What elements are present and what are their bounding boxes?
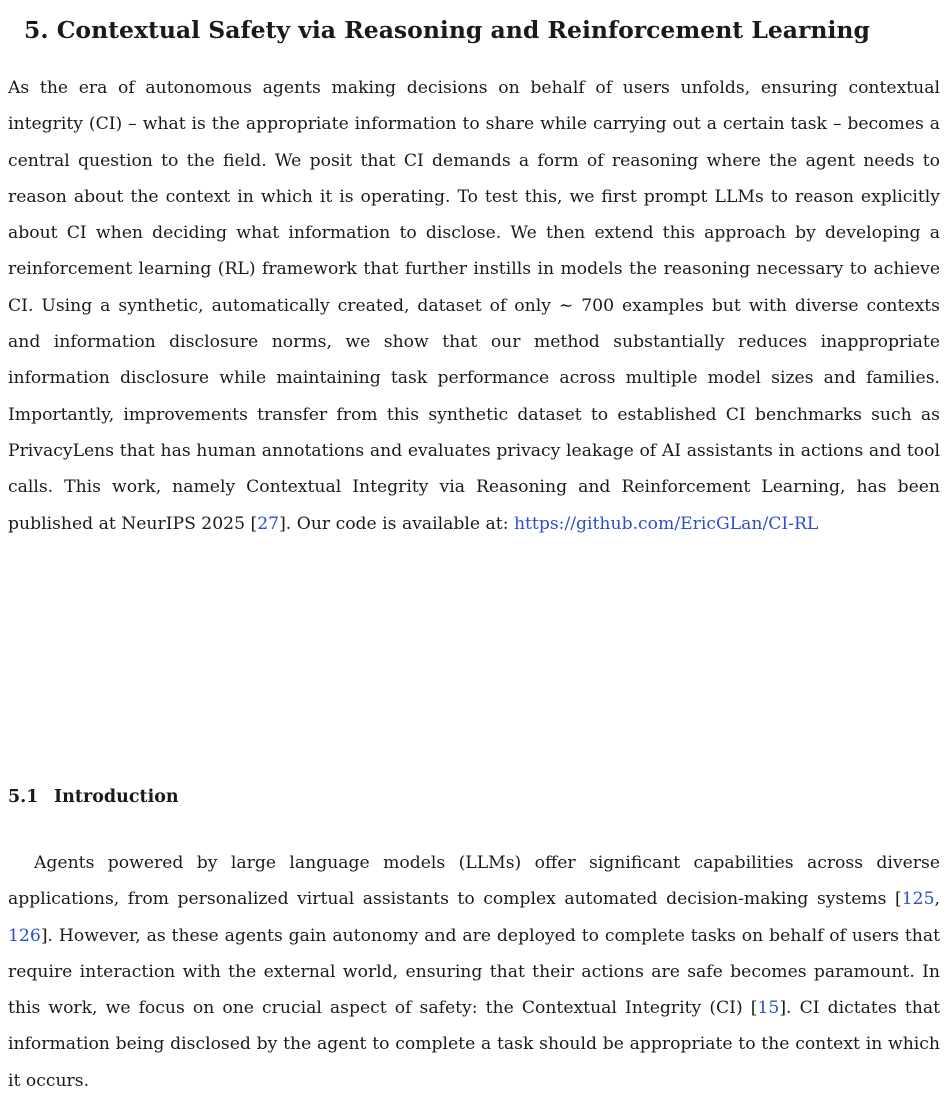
citation-15[interactable]: 15 [757, 998, 780, 1019]
section-text-part1: Agents powered by large language models (LLMs) offer significant capabilities across diverse applications, from personalized virtual assistants to complex automated decision-making systems [ [8, 853, 940, 910]
intro-text-part1: As the era of autonomous agents making decisions on behalf of users unfolds, ensuring contextual integrity (CI) – what is the appropriate information to share while carrying out a certain task – becomes a central question to the field. We posit that CI demands a form of reasoning where the agent needs to reason about the context in which it is operating. To test this, we first prompt LLMs to reason explicitly about CI when deciding what information to disclose. We then extend this approach by developing a reinforcement learning (RL) framework that further instills in models the reasoning necessary to achieve CI. Using a synthetic, automatically created, dataset of only ∼ 700 examples but with diverse contexts and information disclosure norms, we show that our method substantially reduces inappropriate information disclosure while maintaining task performance across multiple model sizes and families. Importantly, improvements transfer from this synthetic dataset to established CI benchmarks such as PrivacyLens that has human annotations and evaluates privacy leakage of AI assistants in actions and tool calls. This work, namely Contextual Integrity via Reasoning and Reinforcement Learning, has been published at NeurIPS 2025 [ [8, 78, 940, 534]
section-heading [8, 787, 179, 807]
section-number: 5.1 [8, 787, 39, 807]
intro-paragraph [8, 70, 940, 542]
section-title: Introduction [54, 787, 179, 807]
citation-126[interactable]: 126 [8, 925, 41, 946]
citation-separator: , [934, 889, 940, 910]
section-text-part2: ]. However, as these agents gain autonomy and are deployed to complete tasks on behalf of users that require interaction with the external world, ensuring that their actions are safe becomes paramount. In this work, we focus on one crucial aspect of safety: the Contextual Integrity (CI) [ [8, 925, 940, 1019]
intro-text-part2: ]. Our code is available at: [279, 513, 514, 534]
citation-125[interactable]: 125 [901, 889, 935, 910]
citation-27[interactable]: 27 [257, 513, 280, 534]
section-text-part3: ]. CI dictates that information being disclosed by the agent to complete a task should be appropriate to the context in which it occurs. [8, 998, 940, 1091]
github-link[interactable]: https://github.com/EricGLan/CI-RL [513, 513, 819, 534]
section-paragraph [8, 845, 940, 1099]
chapter-title: 5. Contextual Safety via Reasoning and Reinforcement Learning [24, 16, 870, 44]
